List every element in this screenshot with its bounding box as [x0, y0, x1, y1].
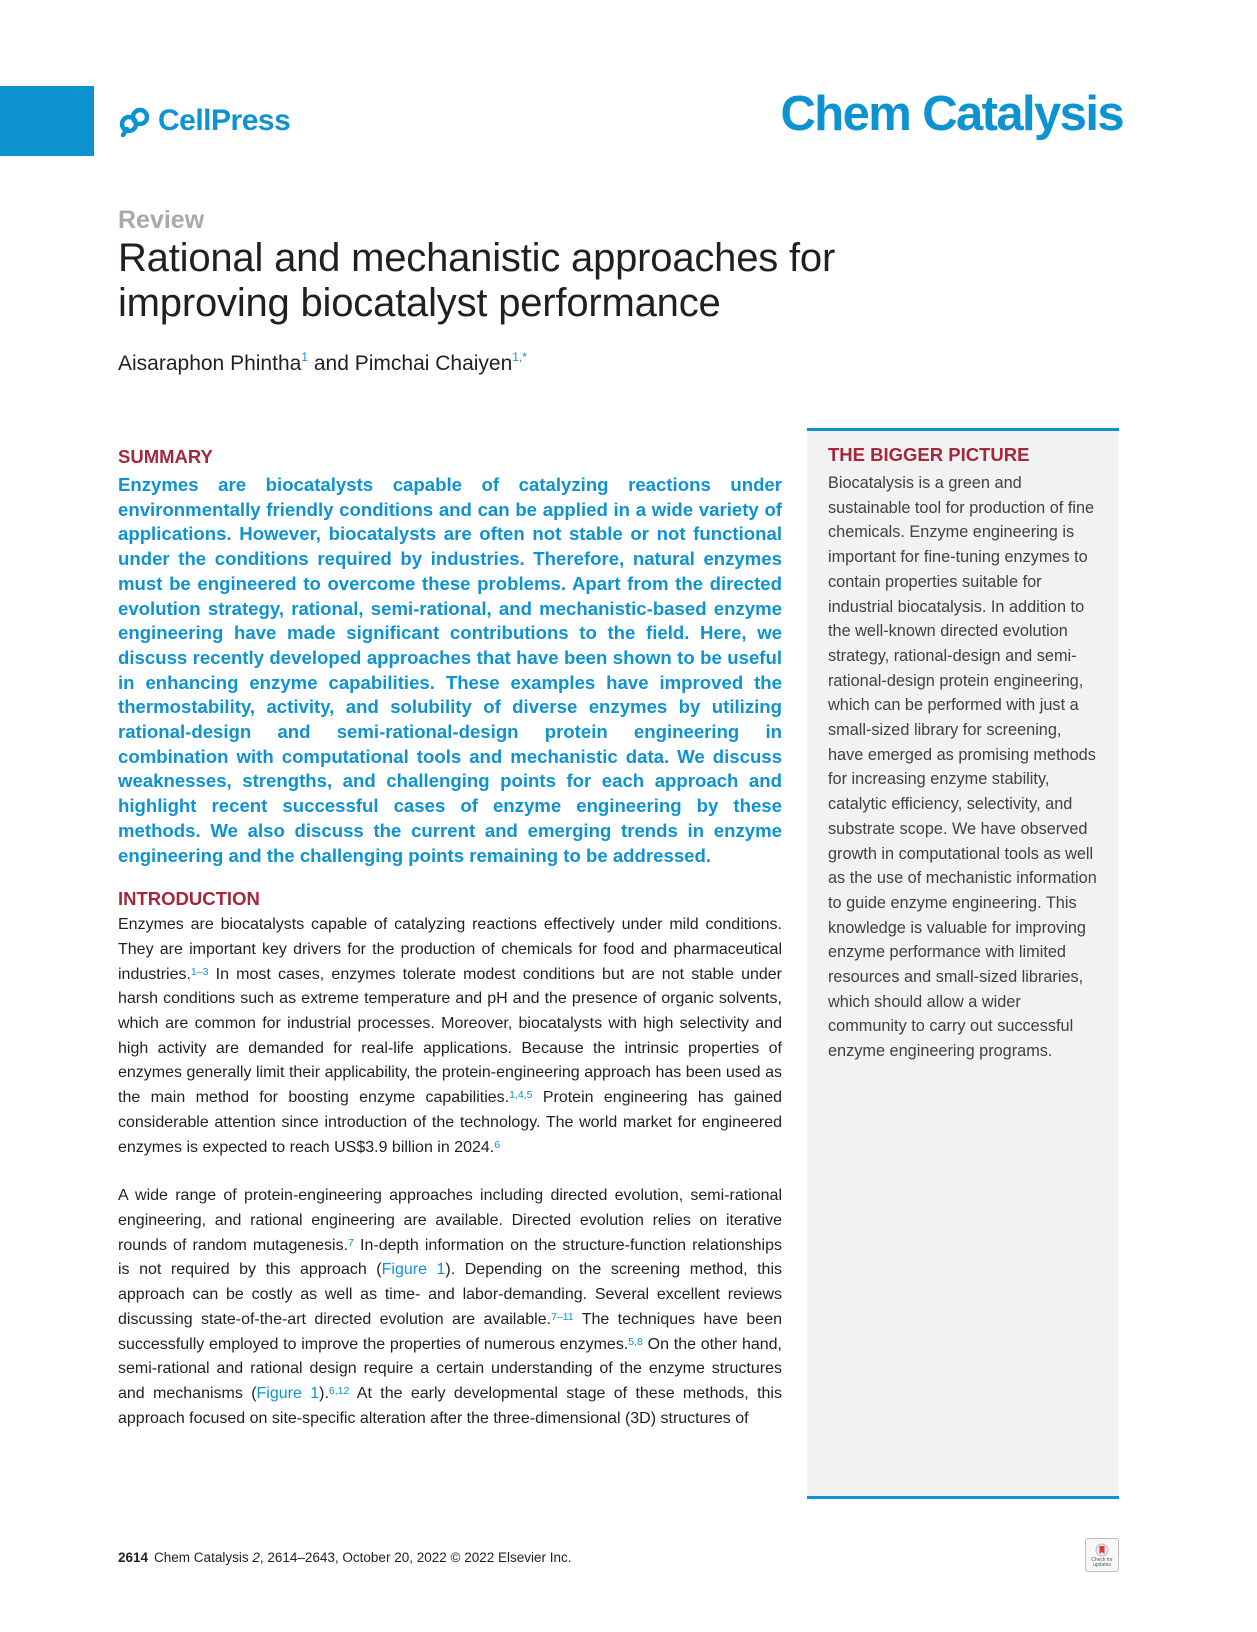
- citation-ref[interactable]: 1–3: [190, 965, 209, 978]
- author-separator: and: [308, 352, 355, 375]
- body-text: In-depth information on the structure-function relationships is not required by this approach (: [118, 1236, 782, 1279]
- body-text: ). Depending on the screening method, this approach can be costly as well as time- and labor-demanding. Several excellent reviews discussing state-of-the-art directed evolution are available.: [118, 1261, 782, 1328]
- affiliation-ref[interactable]: 1: [301, 350, 308, 364]
- body-text: At the early developmental stage of these methods, this approach focused on site-specific alteration after the three-dimensional (3D) structures of: [118, 1384, 782, 1427]
- bigger-picture-box: [807, 428, 1119, 1496]
- author-list: [118, 352, 527, 376]
- body-text: A wide range of protein-engineering approaches including directed evolution, semi-rational engineering, and rational engineering are available. Directed evolution relies on iterative rounds of random mutagenesis.: [118, 1187, 782, 1254]
- author-name[interactable]: Pimchai Chaiyen: [354, 352, 513, 375]
- citation-ref[interactable]: 1,4,5: [509, 1089, 533, 1102]
- citation-ref[interactable]: 7–11: [551, 1310, 574, 1323]
- check-for-updates-label: Check for updates: [1091, 1556, 1113, 1568]
- publisher-name: CellPress: [158, 104, 291, 137]
- bigger-picture-text: Biocatalysis is a green and sustainable tool for production of fine chemicals. Enzyme engineering is important for fine-tuning enzymes to contain properties suitable for industrial biocatalysis. In addition to the well-known directed evolution strategy, rational-design and semi-rational-design protein engineering, which can be performed with just a small-sized library for screening, have emerged as promising methods for increasing enzyme stability, catalytic efficiency, selectivity, and substrate scope. We have observed growth in computational tools as well as the use of mechanistic information to guide enzyme engineering. This knowledge is valuable for improving enzyme performance with limited resources and small-sized libraries, which should allow a wider community to carry out successful enzyme engineering programs.: [828, 474, 1097, 1061]
- citation-ref[interactable]: 6: [494, 1138, 501, 1151]
- intro-paragraph: [118, 913, 782, 1160]
- cellpress-logo[interactable]: [118, 104, 290, 138]
- figure-link[interactable]: Figure 1: [256, 1384, 320, 1402]
- article-type: Review: [118, 206, 205, 234]
- bigger-picture-heading: THE BIGGER PICTURE: [828, 444, 1030, 465]
- citation-ref[interactable]: 7: [348, 1236, 354, 1249]
- journal-title[interactable]: Chem Catalysis: [780, 87, 1123, 141]
- footer-citation: , 2614–2643, October 20, 2022 © 2022 Elsevier Inc.: [259, 1550, 572, 1565]
- body-text: In most cases, enzymes tolerate modest conditions but are not stable under harsh conditions such as extreme temperature and pH and the presence of organic solvents, which are common for industrial processes. Moreover, biocatalysts with high selectivity and high activity are demanded for real-life applications. Because the intrinsic properties of enzymes generally limit their applicability, the protein-engineering approach has been used as the main method for boosting enzyme capabilities.: [118, 965, 782, 1107]
- summary-text: Enzymes are biocatalysts capable of catalyzing reactions under environmentally friendly conditions and can be applied in a wide variety of applications. However, biocatalysts are often not stable or not functional under the conditions required by industries. Therefore, natural enzymes must be engineered to overcome these problems. Apart from the directed evolution strategy, rational, semi-rational, and mechanistic-based enzyme engineering have made significant contributions to the field. Here, we discuss recently developed approaches that have been shown to be useful in enhancing enzyme capabilities. These examples have improved the thermostability, activity, and solubility of diverse enzymes by utilizing rational-design and semi-rational-design protein engineering in combination with computational tools and mechanistic data. We discuss weaknesses, strengths, and challenging points for each approach and highlight recent successful cases of enzyme engineering by these methods. We also discuss the current and emerging trends in enzyme engineering and the challenging points remaining to be addressed.: [118, 474, 782, 866]
- article-title: Rational and mechanistic approaches for improving biocatalyst performance: [118, 236, 836, 325]
- bookmark-icon: [1095, 1543, 1109, 1557]
- page-footer: [118, 1550, 572, 1565]
- intro-paragraph: [118, 1184, 782, 1431]
- citation-ref[interactable]: 6,12: [328, 1384, 350, 1397]
- sidebar-bottom-rule: [807, 1496, 1119, 1499]
- body-text: The techniques have been successfully employed to improve the properties of numerous enzymes.: [118, 1310, 782, 1353]
- author-name[interactable]: Aisaraphon Phintha: [118, 352, 302, 375]
- body-text: On the other hand, semi-rational and rational design require a certain understanding of the enzyme structures and mechanisms (: [118, 1335, 783, 1402]
- page-number: 2614: [118, 1550, 149, 1565]
- footer-journal: Chem Catalysis: [154, 1550, 253, 1565]
- cellpress-icon: [118, 105, 152, 137]
- body-text: Protein engineering has gained considerable attention since introduction of the technology. The world market for engineered enzymes is expected to reach US$3.9 billion in 2024.: [118, 1089, 783, 1156]
- main-column: [118, 445, 782, 1431]
- citation-ref[interactable]: 5,8: [628, 1335, 643, 1348]
- footer-volume: 2: [252, 1550, 260, 1565]
- affiliation-ref[interactable]: 1,*: [512, 350, 527, 364]
- summary-heading: SUMMARY: [118, 446, 213, 467]
- introduction-heading: INTRODUCTION: [118, 888, 260, 910]
- figure-link[interactable]: Figure 1: [381, 1261, 446, 1279]
- header-color-block: [0, 86, 94, 156]
- body-text: ).: [319, 1384, 329, 1402]
- body-text: Enzymes are biocatalysts capable of catalyzing reactions effectively under mild conditions. They are important key drivers for the production of chemicals for food and pharmaceutical industries.: [118, 916, 782, 983]
- check-for-updates-badge[interactable]: [1085, 1538, 1119, 1572]
